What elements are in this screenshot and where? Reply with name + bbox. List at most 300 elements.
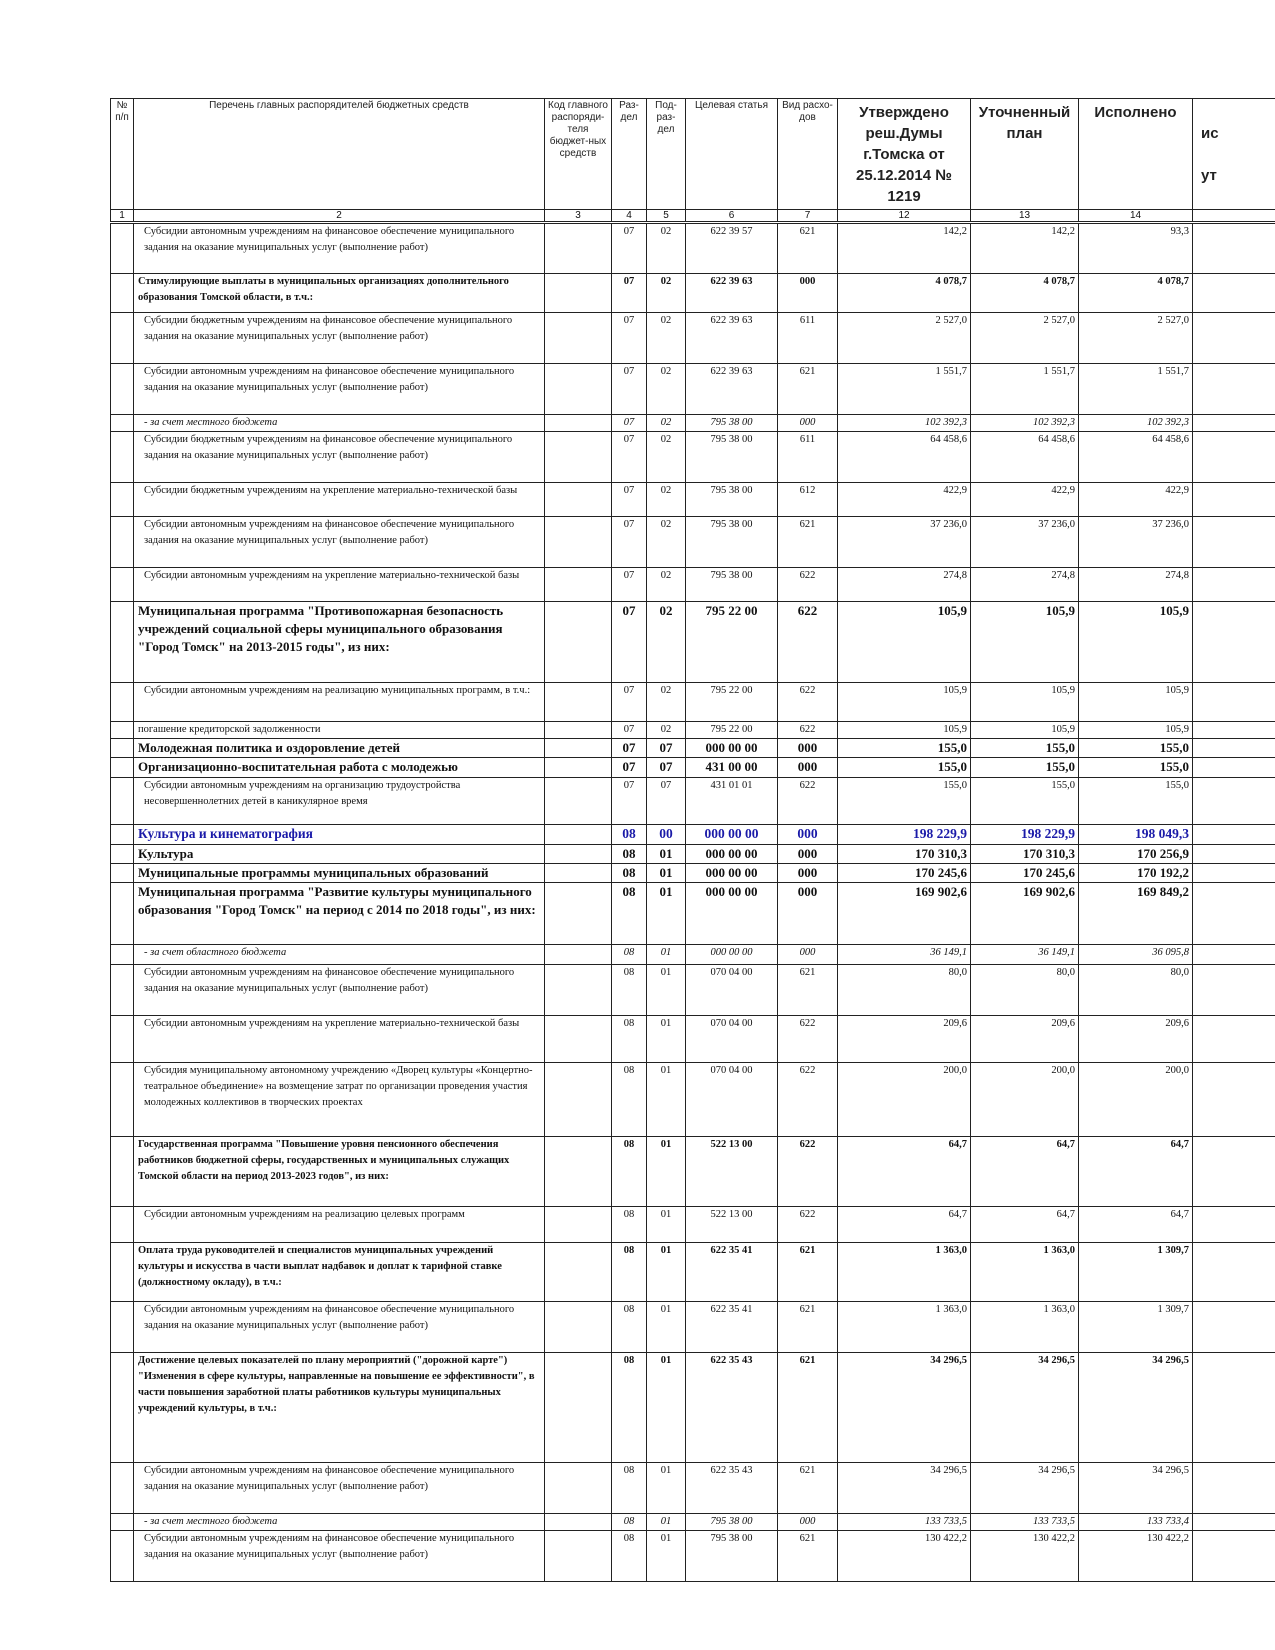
cell-name: Государственная программа "Повышение уровня пенсионного обеспечения работников бюджетной сферы, государственных и муниципальных служащих Томской области на период 2013-2023 годов", из них: bbox=[134, 1137, 545, 1207]
table-body bbox=[111, 223, 1275, 1582]
cell-vid: 000 bbox=[778, 825, 838, 845]
cell-target: 431 00 00 bbox=[686, 758, 778, 778]
cell-name: Стимулирующие выплаты в муниципальных организациях дополнительного образования Томской области, в т.ч.: bbox=[134, 274, 545, 313]
cell-plan: 2 527,0 bbox=[971, 313, 1079, 364]
cell-exec: 64 458,6 bbox=[1079, 432, 1193, 483]
cell-razdel: 07 bbox=[612, 364, 647, 415]
cell-code bbox=[545, 517, 612, 568]
cell-cut bbox=[1193, 364, 1275, 415]
cell-podrazdel: 02 bbox=[647, 602, 686, 683]
cell-target: 522 13 00 bbox=[686, 1137, 778, 1207]
cell-approved: 130 422,2 bbox=[838, 1531, 971, 1582]
cell-code bbox=[545, 1514, 612, 1531]
cell-razdel: 08 bbox=[612, 1353, 647, 1463]
column-number: 7 bbox=[778, 210, 838, 223]
cell-razdel: 07 bbox=[612, 274, 647, 313]
cell-vid: 621 bbox=[778, 517, 838, 568]
cell-code bbox=[545, 1063, 612, 1137]
cell-name: Достижение целевых показателей по плану мероприятий ("дорожной карте") "Изменения в сфере культуры, направленные на повышение ее эффективности", в части повышения заработной платы работников культуры муниципальных учреждений культуры, в т.ч.: bbox=[134, 1353, 545, 1463]
table-row bbox=[111, 1063, 1275, 1137]
cell-num bbox=[111, 415, 134, 432]
cell-razdel: 07 bbox=[612, 778, 647, 825]
cell-cut bbox=[1193, 965, 1275, 1016]
cell-cut bbox=[1193, 1243, 1275, 1302]
cell-target: 000 00 00 bbox=[686, 883, 778, 945]
cell-razdel: 08 bbox=[612, 825, 647, 845]
header-approved: Утверждено реш.Думы г.Томска от 25.12.2014 № 1219 bbox=[838, 99, 971, 210]
cell-plan: 130 422,2 bbox=[971, 1531, 1079, 1582]
cell-plan: 422,9 bbox=[971, 483, 1079, 517]
cell-razdel: 07 bbox=[612, 568, 647, 602]
cell-podrazdel: 02 bbox=[647, 517, 686, 568]
cell-plan: 200,0 bbox=[971, 1063, 1079, 1137]
cell-approved: 170 245,6 bbox=[838, 864, 971, 883]
column-number: 14 bbox=[1079, 210, 1193, 223]
cell-cut bbox=[1193, 432, 1275, 483]
cell-cut bbox=[1193, 739, 1275, 758]
cell-cut bbox=[1193, 883, 1275, 945]
cell-exec: 155,0 bbox=[1079, 778, 1193, 825]
cell-razdel: 08 bbox=[612, 864, 647, 883]
cell-target: 000 00 00 bbox=[686, 845, 778, 864]
cell-cut bbox=[1193, 483, 1275, 517]
cell-name: Субсидии автономным учреждениям на реализацию целевых программ bbox=[134, 1207, 545, 1243]
cell-exec: 105,9 bbox=[1079, 602, 1193, 683]
cell-exec: 170 256,9 bbox=[1079, 845, 1193, 864]
cell-target: 795 38 00 bbox=[686, 1531, 778, 1582]
cell-razdel: 07 bbox=[612, 432, 647, 483]
cell-podrazdel: 02 bbox=[647, 313, 686, 364]
cell-approved: 142,2 bbox=[838, 223, 971, 274]
table-header-row bbox=[111, 99, 1275, 210]
cell-vid: 000 bbox=[778, 845, 838, 864]
cell-name: Субсидии автономным учреждениям на укрепление материально-технической базы bbox=[134, 1016, 545, 1063]
cell-cut bbox=[1193, 223, 1275, 274]
cell-podrazdel: 07 bbox=[647, 778, 686, 825]
cell-target: 622 35 41 bbox=[686, 1302, 778, 1353]
cell-target: 622 35 43 bbox=[686, 1463, 778, 1514]
cell-approved: 1 363,0 bbox=[838, 1243, 971, 1302]
cell-plan: 155,0 bbox=[971, 758, 1079, 778]
cell-podrazdel: 02 bbox=[647, 722, 686, 739]
cell-exec: 34 296,5 bbox=[1079, 1353, 1193, 1463]
header-num: № п/п bbox=[111, 99, 134, 210]
cell-target: 795 38 00 bbox=[686, 1514, 778, 1531]
table-row bbox=[111, 1207, 1275, 1243]
cell-cut bbox=[1193, 864, 1275, 883]
cell-cut bbox=[1193, 1207, 1275, 1243]
header-razdel: Раз-дел bbox=[612, 99, 647, 210]
cell-approved: 274,8 bbox=[838, 568, 971, 602]
column-number-cut bbox=[1193, 210, 1275, 223]
cell-plan: 64,7 bbox=[971, 1137, 1079, 1207]
column-number: 5 bbox=[647, 210, 686, 223]
cell-code bbox=[545, 758, 612, 778]
cell-vid: 622 bbox=[778, 568, 838, 602]
cell-plan: 170 245,6 bbox=[971, 864, 1079, 883]
cell-approved: 64,7 bbox=[838, 1137, 971, 1207]
cell-exec: 2 527,0 bbox=[1079, 313, 1193, 364]
cell-approved: 209,6 bbox=[838, 1016, 971, 1063]
cell-approved: 105,9 bbox=[838, 683, 971, 722]
cell-target: 622 39 63 bbox=[686, 313, 778, 364]
cell-code bbox=[545, 1207, 612, 1243]
column-number-row bbox=[111, 210, 1275, 223]
table-row bbox=[111, 1243, 1275, 1302]
cell-num bbox=[111, 825, 134, 845]
cell-plan: 4 078,7 bbox=[971, 274, 1079, 313]
table-row bbox=[111, 568, 1275, 602]
cell-razdel: 08 bbox=[612, 965, 647, 1016]
cell-name: Субсидии автономным учреждениям на организацию трудоустройства несовершеннолетних детей в каникулярное время bbox=[134, 778, 545, 825]
cell-target: 795 38 00 bbox=[686, 483, 778, 517]
cell-plan: 1 363,0 bbox=[971, 1302, 1079, 1353]
cell-exec: 1 551,7 bbox=[1079, 364, 1193, 415]
cell-cut bbox=[1193, 415, 1275, 432]
cell-plan: 170 310,3 bbox=[971, 845, 1079, 864]
cell-razdel: 07 bbox=[612, 223, 647, 274]
cell-name: Субсидии автономным учреждениям на финансовое обеспечение муниципального задания на оказание муниципальных услуг (выполнение работ) bbox=[134, 965, 545, 1016]
cell-num bbox=[111, 1016, 134, 1063]
cell-name: Культура и кинематография bbox=[134, 825, 545, 845]
cell-approved: 1 551,7 bbox=[838, 364, 971, 415]
cell-code bbox=[545, 364, 612, 415]
cell-exec: 93,3 bbox=[1079, 223, 1193, 274]
cell-target: 795 38 00 bbox=[686, 568, 778, 602]
table-row bbox=[111, 1353, 1275, 1463]
cell-podrazdel: 01 bbox=[647, 1514, 686, 1531]
cell-exec: 1 309,7 bbox=[1079, 1243, 1193, 1302]
cell-name: Муниципальные программы муниципальных образований bbox=[134, 864, 545, 883]
cell-name: - за счет областного бюджета bbox=[134, 945, 545, 965]
cell-plan: 274,8 bbox=[971, 568, 1079, 602]
cell-num bbox=[111, 1243, 134, 1302]
cell-num bbox=[111, 517, 134, 568]
cell-exec: 200,0 bbox=[1079, 1063, 1193, 1137]
cell-vid: 622 bbox=[778, 1137, 838, 1207]
cell-razdel: 07 bbox=[612, 683, 647, 722]
cell-cut bbox=[1193, 602, 1275, 683]
cell-target: 070 04 00 bbox=[686, 1063, 778, 1137]
cell-target: 795 38 00 bbox=[686, 432, 778, 483]
cell-code bbox=[545, 313, 612, 364]
cell-name: Субсидии автономным учреждениям на финансовое обеспечение муниципального задания на оказание муниципальных услуг (выполнение работ) bbox=[134, 364, 545, 415]
cell-vid: 611 bbox=[778, 313, 838, 364]
cell-plan: 105,9 bbox=[971, 722, 1079, 739]
column-number: 1 bbox=[111, 210, 134, 223]
cell-target: 622 39 63 bbox=[686, 364, 778, 415]
cell-plan: 142,2 bbox=[971, 223, 1079, 274]
cell-code bbox=[545, 1243, 612, 1302]
cell-vid: 000 bbox=[778, 739, 838, 758]
cell-vid: 622 bbox=[778, 1063, 838, 1137]
cell-cut bbox=[1193, 1463, 1275, 1514]
cell-name: Субсидии автономным учреждениям на финансовое обеспечение муниципального задания на оказание муниципальных услуг (выполнение работ) bbox=[134, 1463, 545, 1514]
cell-exec: 36 095,8 bbox=[1079, 945, 1193, 965]
cell-plan: 155,0 bbox=[971, 778, 1079, 825]
cell-razdel: 07 bbox=[612, 739, 647, 758]
cell-podrazdel: 01 bbox=[647, 845, 686, 864]
cell-cut bbox=[1193, 825, 1275, 845]
cell-num bbox=[111, 1531, 134, 1582]
cell-num bbox=[111, 683, 134, 722]
cell-approved: 170 310,3 bbox=[838, 845, 971, 864]
cell-num bbox=[111, 883, 134, 945]
cell-code bbox=[545, 1463, 612, 1514]
cell-num bbox=[111, 602, 134, 683]
cell-num bbox=[111, 945, 134, 965]
cell-podrazdel: 00 bbox=[647, 825, 686, 845]
cell-vid: 612 bbox=[778, 483, 838, 517]
cell-exec: 64,7 bbox=[1079, 1207, 1193, 1243]
cell-name: Молодежная политика и оздоровление детей bbox=[134, 739, 545, 758]
cell-podrazdel: 01 bbox=[647, 1063, 686, 1137]
cell-code bbox=[545, 1531, 612, 1582]
table-row bbox=[111, 778, 1275, 825]
table-row bbox=[111, 965, 1275, 1016]
header-name: Перечень главных распорядителей бюджетных средств bbox=[134, 99, 545, 210]
cell-code bbox=[545, 739, 612, 758]
cell-podrazdel: 02 bbox=[647, 483, 686, 517]
cell-num bbox=[111, 758, 134, 778]
cell-name: Субсидии автономным учреждениям на финансовое обеспечение муниципального задания на оказание муниципальных услуг (выполнение работ) bbox=[134, 1302, 545, 1353]
cell-exec: 209,6 bbox=[1079, 1016, 1193, 1063]
cell-razdel: 07 bbox=[612, 415, 647, 432]
cell-razdel: 08 bbox=[612, 1137, 647, 1207]
cell-plan: 36 149,1 bbox=[971, 945, 1079, 965]
cell-vid: 621 bbox=[778, 1302, 838, 1353]
cell-cut bbox=[1193, 313, 1275, 364]
cell-plan: 1 551,7 bbox=[971, 364, 1079, 415]
cell-num bbox=[111, 432, 134, 483]
cell-vid: 622 bbox=[778, 778, 838, 825]
cell-approved: 105,9 bbox=[838, 602, 971, 683]
cell-podrazdel: 01 bbox=[647, 1531, 686, 1582]
cell-code bbox=[545, 864, 612, 883]
cell-exec: 133 733,4 bbox=[1079, 1514, 1193, 1531]
cell-podrazdel: 01 bbox=[647, 945, 686, 965]
column-number: 13 bbox=[971, 210, 1079, 223]
cell-podrazdel: 01 bbox=[647, 1243, 686, 1302]
cell-target: 000 00 00 bbox=[686, 825, 778, 845]
cell-vid: 621 bbox=[778, 1463, 838, 1514]
cell-approved: 37 236,0 bbox=[838, 517, 971, 568]
cell-approved: 4 078,7 bbox=[838, 274, 971, 313]
cell-target: 795 38 00 bbox=[686, 517, 778, 568]
cell-cut bbox=[1193, 1353, 1275, 1463]
cell-podrazdel: 01 bbox=[647, 1016, 686, 1063]
cell-cut bbox=[1193, 1063, 1275, 1137]
cell-plan: 105,9 bbox=[971, 683, 1079, 722]
cell-target: 795 22 00 bbox=[686, 683, 778, 722]
cell-plan: 80,0 bbox=[971, 965, 1079, 1016]
cell-podrazdel: 02 bbox=[647, 274, 686, 313]
header-cut-line2: ут bbox=[1201, 167, 1217, 184]
cell-num bbox=[111, 1514, 134, 1531]
table-row bbox=[111, 722, 1275, 739]
cell-exec: 1 309,7 bbox=[1079, 1302, 1193, 1353]
cell-num bbox=[111, 864, 134, 883]
cell-cut bbox=[1193, 517, 1275, 568]
cell-vid: 622 bbox=[778, 1016, 838, 1063]
cell-vid: 621 bbox=[778, 223, 838, 274]
cell-vid: 000 bbox=[778, 1514, 838, 1531]
cell-vid: 622 bbox=[778, 683, 838, 722]
cell-plan: 209,6 bbox=[971, 1016, 1079, 1063]
cell-code bbox=[545, 1353, 612, 1463]
cell-code bbox=[545, 722, 612, 739]
cell-num bbox=[111, 223, 134, 274]
table-row bbox=[111, 364, 1275, 415]
cell-approved: 102 392,3 bbox=[838, 415, 971, 432]
cell-podrazdel: 02 bbox=[647, 364, 686, 415]
cell-approved: 105,9 bbox=[838, 722, 971, 739]
cell-exec: 105,9 bbox=[1079, 683, 1193, 722]
column-number: 3 bbox=[545, 210, 612, 223]
cell-cut bbox=[1193, 1016, 1275, 1063]
header-cut-column bbox=[1193, 99, 1275, 210]
header-target: Целевая статья bbox=[686, 99, 778, 210]
cell-plan: 155,0 bbox=[971, 739, 1079, 758]
cell-plan: 1 363,0 bbox=[971, 1243, 1079, 1302]
table-row bbox=[111, 883, 1275, 945]
cell-razdel: 07 bbox=[612, 313, 647, 364]
cell-razdel: 07 bbox=[612, 602, 647, 683]
column-number: 4 bbox=[612, 210, 647, 223]
cell-code bbox=[545, 223, 612, 274]
cell-vid: 622 bbox=[778, 602, 838, 683]
cell-code bbox=[545, 274, 612, 313]
cell-code bbox=[545, 883, 612, 945]
table-row bbox=[111, 602, 1275, 683]
cell-name: - за счет местного бюджета bbox=[134, 1514, 545, 1531]
cell-approved: 155,0 bbox=[838, 739, 971, 758]
cell-razdel: 07 bbox=[612, 722, 647, 739]
cell-razdel: 08 bbox=[612, 845, 647, 864]
cell-code bbox=[545, 945, 612, 965]
table-row bbox=[111, 1302, 1275, 1353]
cell-vid: 000 bbox=[778, 883, 838, 945]
cell-target: 795 38 00 bbox=[686, 415, 778, 432]
table-row bbox=[111, 739, 1275, 758]
budget-table bbox=[110, 98, 1275, 1582]
cell-name: Субсидии бюджетным учреждениям на финансовое обеспечение муниципального задания на оказание муниципальных услуг (выполнение работ) bbox=[134, 313, 545, 364]
cell-vid: 000 bbox=[778, 274, 838, 313]
cell-plan: 34 296,5 bbox=[971, 1353, 1079, 1463]
table-row bbox=[111, 483, 1275, 517]
cell-target: 622 39 57 bbox=[686, 223, 778, 274]
column-number: 12 bbox=[838, 210, 971, 223]
cell-plan: 105,9 bbox=[971, 602, 1079, 683]
cell-exec: 169 849,2 bbox=[1079, 883, 1193, 945]
cell-name: Муниципальная программа "Развитие культуры муниципального образования "Город Томск" на период с 2014 по 2018 годы", из них: bbox=[134, 883, 545, 945]
cell-exec: 130 422,2 bbox=[1079, 1531, 1193, 1582]
table-row bbox=[111, 683, 1275, 722]
cell-target: 000 00 00 bbox=[686, 945, 778, 965]
cell-name: Субсидии бюджетным учреждениям на финансовое обеспечение муниципального задания на оказание муниципальных услуг (выполнение работ) bbox=[134, 432, 545, 483]
cell-approved: 155,0 bbox=[838, 758, 971, 778]
cell-name: Оплата труда руководителей и специалистов муниципальных учреждений культуры и искусства в части выплат надбавок и доплат к тарифной ставке (должностному окладу), в т.ч.: bbox=[134, 1243, 545, 1302]
cell-cut bbox=[1193, 845, 1275, 864]
cell-plan: 64 458,6 bbox=[971, 432, 1079, 483]
cell-approved: 34 296,5 bbox=[838, 1463, 971, 1514]
cell-cut bbox=[1193, 758, 1275, 778]
header-plan: Уточненный план bbox=[971, 99, 1079, 210]
cell-cut bbox=[1193, 722, 1275, 739]
cell-name: - за счет местного бюджета bbox=[134, 415, 545, 432]
cell-razdel: 08 bbox=[612, 1531, 647, 1582]
cell-exec: 274,8 bbox=[1079, 568, 1193, 602]
cell-name: Субсидии автономным учреждениям на укрепление материально-технической базы bbox=[134, 568, 545, 602]
header-cut-line1: ис bbox=[1201, 125, 1219, 142]
cell-code bbox=[545, 415, 612, 432]
cell-vid: 000 bbox=[778, 758, 838, 778]
cell-vid: 621 bbox=[778, 364, 838, 415]
cell-vid: 000 bbox=[778, 864, 838, 883]
cell-podrazdel: 01 bbox=[647, 864, 686, 883]
cell-exec: 155,0 bbox=[1079, 758, 1193, 778]
cell-podrazdel: 02 bbox=[647, 568, 686, 602]
table-row bbox=[111, 1514, 1275, 1531]
cell-approved: 64 458,6 bbox=[838, 432, 971, 483]
cell-podrazdel: 01 bbox=[647, 1353, 686, 1463]
cell-exec: 102 392,3 bbox=[1079, 415, 1193, 432]
cell-code bbox=[545, 1016, 612, 1063]
cell-num bbox=[111, 722, 134, 739]
cell-num bbox=[111, 1302, 134, 1353]
cell-target: 795 22 00 bbox=[686, 722, 778, 739]
cell-vid: 000 bbox=[778, 415, 838, 432]
column-number: 2 bbox=[134, 210, 545, 223]
cell-num bbox=[111, 1463, 134, 1514]
cell-exec: 422,9 bbox=[1079, 483, 1193, 517]
cell-num bbox=[111, 483, 134, 517]
cell-podrazdel: 02 bbox=[647, 683, 686, 722]
cell-cut bbox=[1193, 1302, 1275, 1353]
cell-num bbox=[111, 778, 134, 825]
cell-vid: 611 bbox=[778, 432, 838, 483]
cell-code bbox=[545, 568, 612, 602]
cell-code bbox=[545, 778, 612, 825]
cell-cut bbox=[1193, 1137, 1275, 1207]
table-row bbox=[111, 1016, 1275, 1063]
cell-target: 622 35 43 bbox=[686, 1353, 778, 1463]
cell-razdel: 08 bbox=[612, 883, 647, 945]
cell-cut bbox=[1193, 778, 1275, 825]
cell-cut bbox=[1193, 1514, 1275, 1531]
cell-num bbox=[111, 965, 134, 1016]
cell-vid: 621 bbox=[778, 965, 838, 1016]
cell-target: 070 04 00 bbox=[686, 965, 778, 1016]
cell-code bbox=[545, 683, 612, 722]
header-exec: Исполнено bbox=[1079, 99, 1193, 210]
cell-name: Субсидии автономным учреждениям на финансовое обеспечение муниципального задания на оказание муниципальных услуг (выполнение работ) bbox=[134, 223, 545, 274]
cell-exec: 170 192,2 bbox=[1079, 864, 1193, 883]
cell-name: Субсидии автономным учреждениям на реализацию муниципальных программ, в т.ч.: bbox=[134, 683, 545, 722]
cell-podrazdel: 07 bbox=[647, 739, 686, 758]
cell-num bbox=[111, 1353, 134, 1463]
cell-podrazdel: 07 bbox=[647, 758, 686, 778]
cell-approved: 133 733,5 bbox=[838, 1514, 971, 1531]
cell-podrazdel: 01 bbox=[647, 1207, 686, 1243]
table-row bbox=[111, 845, 1275, 864]
cell-num bbox=[111, 1137, 134, 1207]
cell-target: 795 22 00 bbox=[686, 602, 778, 683]
cell-vid: 622 bbox=[778, 722, 838, 739]
cell-exec: 37 236,0 bbox=[1079, 517, 1193, 568]
cell-razdel: 08 bbox=[612, 1207, 647, 1243]
cell-plan: 37 236,0 bbox=[971, 517, 1079, 568]
